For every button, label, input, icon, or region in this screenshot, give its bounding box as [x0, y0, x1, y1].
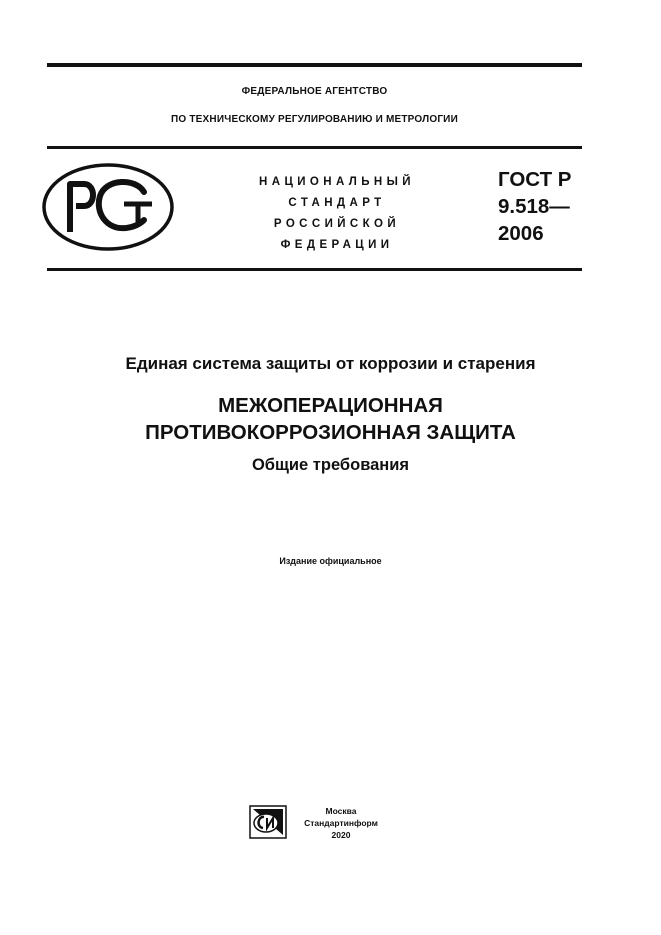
document-title: [0, 392, 661, 446]
imprint-city: Москва: [325, 806, 357, 816]
national-line-3: РОССИЙСКОЙ: [273, 218, 401, 230]
imprint-publisher: Стандартинформ: [304, 818, 378, 828]
standard-designation: [498, 166, 571, 247]
imprint-year: 2020: [331, 830, 351, 840]
title-line-1: МЕЖОПЕРАЦИОННАЯ: [218, 394, 443, 417]
gost-r-logo-icon: [40, 162, 176, 252]
imprint: [293, 805, 389, 841]
national-line-1: НАЦИОНАЛЬНЫЙ: [259, 176, 415, 188]
edition-note: Издание официальное: [279, 556, 382, 566]
series-title: Единая система защиты от коррозии и старения: [125, 354, 536, 373]
national-line-4: ФЕДЕРАЦИИ: [280, 239, 394, 251]
designation-line-1: ГОСТ Р: [498, 168, 572, 191]
document-subtitle: Общие требования: [251, 456, 410, 474]
agency-line-2: ПО ТЕХНИЧЕСКОМУ РЕГУЛИРОВАНИЮ И МЕТРОЛОГИИ: [171, 114, 458, 125]
standard-block-rule: [47, 268, 582, 271]
national-line-2: СТАНДАРТ: [288, 197, 386, 209]
publisher-logo-icon: [249, 805, 287, 839]
header-rule: [47, 146, 582, 149]
title-line-2: ПРОТИВОКОРРОЗИОННАЯ ЗАЩИТА: [145, 421, 516, 444]
designation-line-3: 2006: [498, 222, 544, 245]
agency-line-1: ФЕДЕРАЛЬНОЕ АГЕНТСТВО: [241, 86, 388, 97]
designation-line-2: 9.518—: [498, 195, 570, 218]
national-standard-label: [232, 172, 442, 256]
top-rule: [47, 63, 582, 67]
